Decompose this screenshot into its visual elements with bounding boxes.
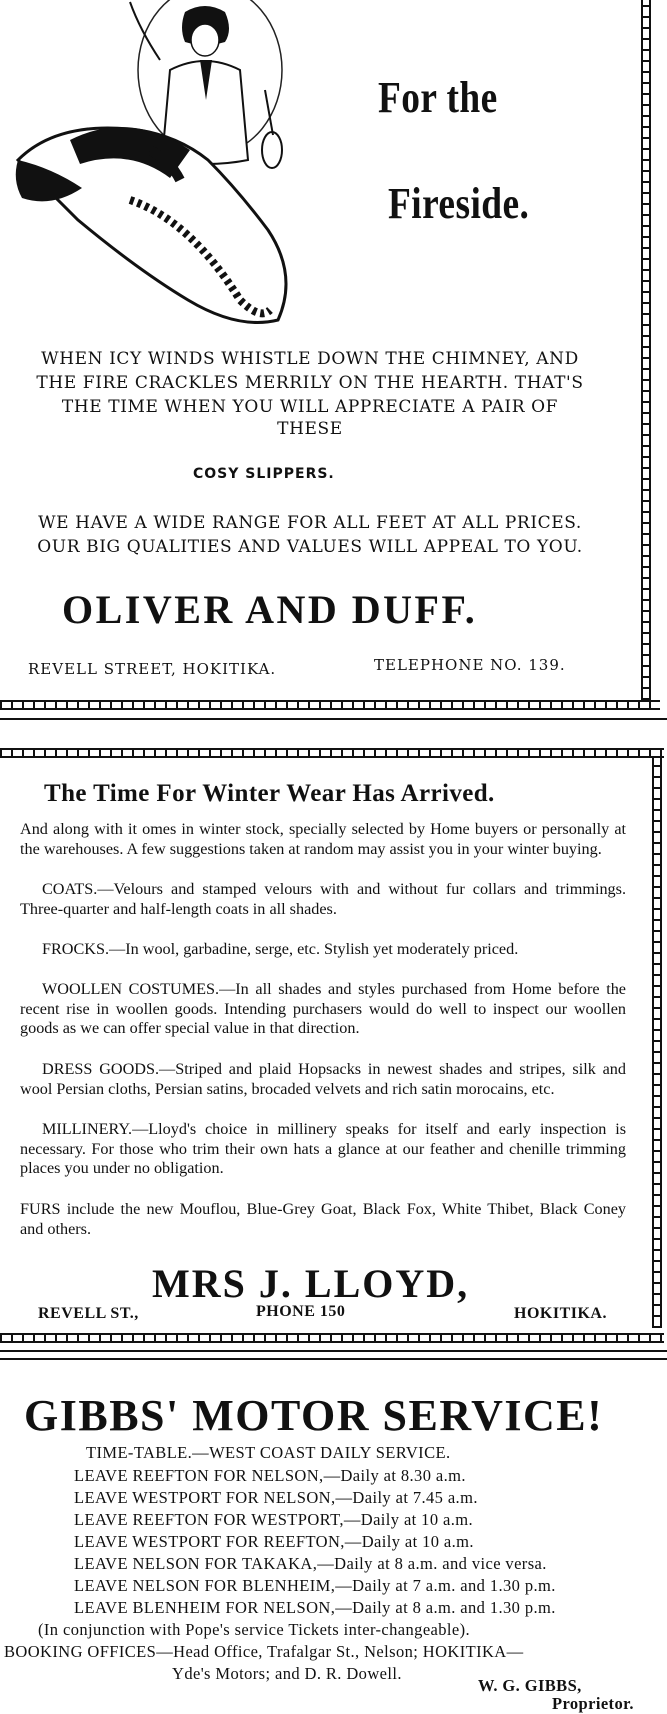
headline-fireside: Fireside. (388, 179, 530, 228)
timetable-row: LEAVE REEFTON FOR NELSON,—Daily at 8.30 a.m. (74, 1466, 466, 1485)
headline-for-the: For the (378, 73, 498, 122)
ad1-offer-line: WE HAVE A WIDE RANGE FOR ALL FEET AT ALL PRICES. (38, 513, 582, 533)
ad1-body-line: THE FIRE CRACKLES MERRILY ON THE HEARTH. THAT'S (36, 373, 584, 393)
ad3-signature-title: Proprietor. (552, 1694, 634, 1713)
ad1-telephone: TELEPHONE NO. 139. (374, 656, 566, 674)
ad1-body-line: THE TIME WHEN YOU WILL APPRECIATE A PAIR OF (61, 397, 559, 417)
ad1-address: REVELL STREET, HOKITIKA. (28, 660, 277, 678)
divider (0, 1358, 667, 1360)
ad2-item-millinery: MILLINERY.—Lloyd's choice in millinery speaks for itself and early inspection is necessary. For those who trim their own hats a glance at our feather and chenille trimming places you under no obligation. (20, 1120, 626, 1178)
ad2-item-frocks: FROCKS.—In wool, garbadine, serge, etc. Stylish yet moderately priced. (42, 940, 519, 958)
firm-name-mrs-lloyd: MRS J. LLOYD, (152, 1261, 470, 1306)
ad2-item-woollen-costumes: WOOLLEN COSTUMES.—In all shades and styles purchased from Home before the recent rise in woollen goods. Intending purchasers would do well to inspect our woollen goods as we can offer special value in that direction. (20, 980, 626, 1038)
ad1-bottom-border (0, 700, 660, 710)
timetable-row: LEAVE NELSON FOR BLENHEIM,—Daily at 7 a.m. and 1.30 p.m. (74, 1576, 556, 1595)
firm-name-oliver-and-duff: OLIVER AND DUFF. (62, 587, 478, 632)
ad2-top-border (0, 748, 664, 758)
ad2-phone: PHONE 150 (256, 1303, 346, 1320)
ad2-item-coats: COATS.—Velours and stamped velours with and without fur collars and trimmings. Three-quarter and half-length coats in all shades. (20, 880, 626, 918)
ad1-body-line: THESE (277, 419, 343, 439)
item-lead: WOOLLEN COSTUMES. (42, 980, 220, 998)
item-lead: FURS (20, 1200, 61, 1218)
timetable-row: LEAVE WESTPORT FOR REEFTON,—Daily at 10 a.m. (74, 1532, 474, 1551)
timetable-row: LEAVE NELSON FOR TAKAKA,—Daily at 8 a.m. and vice versa. (74, 1554, 547, 1573)
ad3-subtitle: TIME-TABLE.—WEST COAST DAILY SERVICE. (86, 1443, 451, 1462)
ad2-town: HOKITIKA. (514, 1305, 607, 1322)
ad2-bottom-border (0, 1333, 664, 1343)
ad3-booking-line2: Yde's Motors; and D. R. Dowell. (172, 1664, 402, 1683)
divider (0, 718, 667, 720)
divider (0, 1350, 667, 1352)
item-lead: MILLINERY. (42, 1120, 133, 1138)
ad2-address: REVELL ST., (38, 1305, 139, 1322)
item-lead: DRESS GOODS. (42, 1060, 160, 1078)
timetable-row: LEAVE WESTPORT FOR NELSON,—Daily at 7.45 a.m. (74, 1488, 478, 1507)
ad2-item-dress-goods: DRESS GOODS.—Striped and plaid Hopsacks in newest shades and stripes, silk and wool Persian cloths, Persian satins, brocaded velvets and rich satin morocains, etc. (20, 1060, 626, 1098)
ad2-intro: And along with it omes in winter stock, specially selected by Home buyers or personally at the warehouses. A few suggestions taken at random may assist you in your winter buying. (20, 820, 626, 858)
item-lead: COATS. (42, 880, 98, 898)
ad3-booking-line1: BOOKING OFFICES—Head Office, Trafalgar St., Nelson; HOKITIKA— (4, 1642, 524, 1661)
ad3-signature: W. G. GIBBS, (478, 1676, 582, 1695)
ad2-right-border (652, 758, 662, 1328)
ad2-item-furs: FURS include the new Mouflou, Blue-Grey Goat, Black Fox, White Thibet, Black Coney and others. (20, 1200, 626, 1238)
timetable-row: LEAVE BLENHEIM FOR NELSON,—Daily at 8 a.m. and 1.30 p.m. (74, 1598, 556, 1617)
product-cosy-slippers: COSY SLIPPERS. (193, 466, 335, 482)
slipper-illustration (10, 0, 300, 345)
ad3-note: (In conjunction with Pope's service Tickets inter-changeable). (38, 1620, 471, 1639)
ad3-title: GIBBS' MOTOR SERVICE! (24, 1391, 604, 1440)
timetable-row: LEAVE REEFTON FOR WESTPORT,—Daily at 10 a.m. (74, 1510, 474, 1529)
ad1-offer-line: OUR BIG QUALITIES AND VALUES WILL APPEAL TO YOU. (37, 537, 583, 557)
item-lead: FROCKS. (42, 940, 110, 958)
ad1-right-border (641, 0, 651, 700)
ad1-body-line: WHEN ICY WINDS WHISTLE DOWN THE CHIMNEY, AND (41, 349, 579, 369)
ad2-title: The Time For Winter Wear Has Arrived. (44, 780, 495, 807)
